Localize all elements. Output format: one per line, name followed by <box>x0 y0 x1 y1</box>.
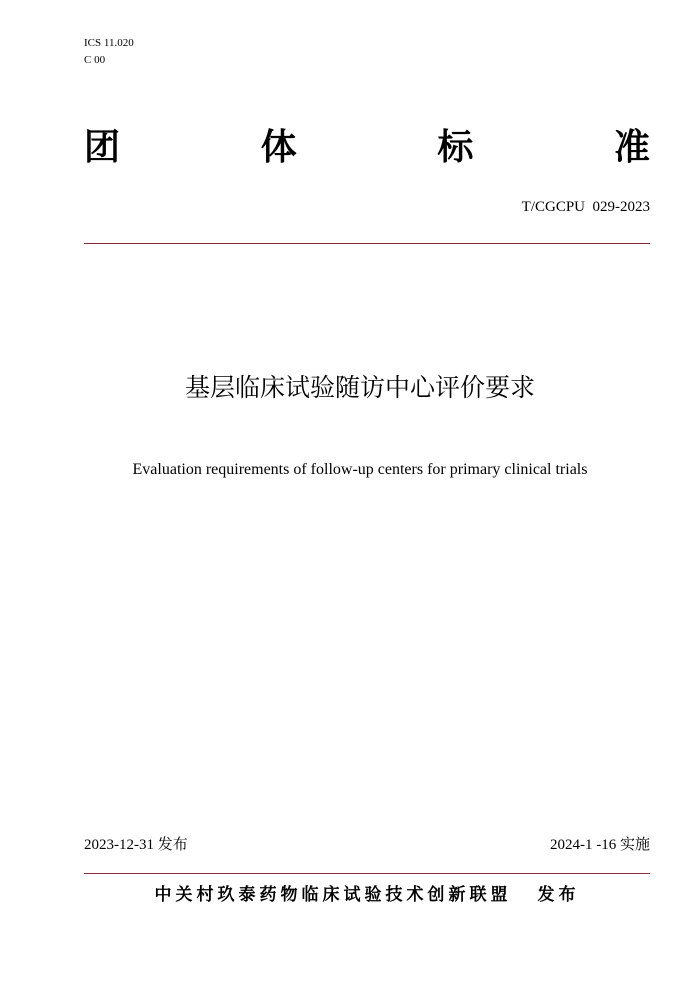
bottom-divider <box>84 873 650 874</box>
doc-type-char-1: 团 <box>84 127 121 168</box>
document-type-heading <box>84 124 650 172</box>
doc-type-char-3: 标 <box>437 127 474 168</box>
english-title: Evaluation requirements of follow-up centers for primary clinical trials <box>132 461 588 478</box>
publisher-organization: 中关村玖泰药物临床试验技术创新联盟 <box>154 885 512 905</box>
publisher-line <box>84 882 650 908</box>
doc-type-char-4: 准 <box>613 127 650 168</box>
chinese-title: 基层临床试验随访中心评价要求 <box>184 373 535 402</box>
ics-code: ICS 11.020 <box>84 37 134 49</box>
doc-type-char-2: 体 <box>260 127 297 168</box>
implementation-date: 2024-1 -16 实施 <box>550 837 650 853</box>
publisher-action: 发布 <box>537 885 580 905</box>
standard-number: T/CGCPU 029-2023 <box>521 199 650 215</box>
top-divider <box>84 243 650 244</box>
ccs-code: C 00 <box>84 54 106 66</box>
issue-date: 2023-12-31 发布 <box>84 837 188 853</box>
